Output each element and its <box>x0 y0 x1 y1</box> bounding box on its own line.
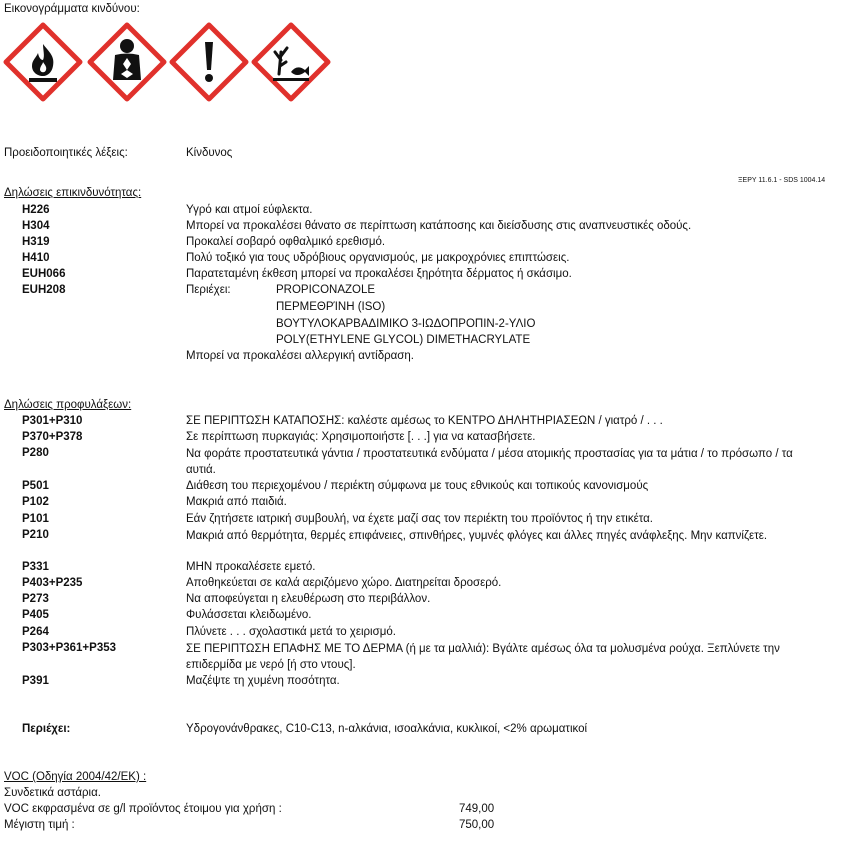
hazard-text: Παρατεταμένη έκθεση μπορεί να προκαλέσει ξηρότητα δέρματος ή σκάσιμο. <box>186 268 572 280</box>
exclamation-mark-icon <box>169 22 249 102</box>
precaution-text: Να αποφεύγεται η ελευθέρωση στο περιβάλλον. <box>186 593 431 605</box>
environment-icon <box>251 22 331 102</box>
precaution-text: Εάν ζητήσετε ιατρική συμβουλή, να έχετε μαζί σας τον περιέκτη του προϊόντος ή την ετικέτα. <box>186 513 653 525</box>
precaution-text: Μακριά από παιδιά. <box>186 496 287 508</box>
contains-value: Υδρογονάνθρακες, C10-C13, n-αλκάνια, ισοαλκάνια, κυκλικοί, <2% αρωματικοί <box>186 723 588 735</box>
precaution-text: Φυλάσσεται κλειδωμένο. <box>186 609 312 621</box>
precaution-text: ΜΗΝ προκαλέσετε εμετό. <box>186 561 316 573</box>
precaution-code: P264 <box>22 626 49 638</box>
hazard-code: H226 <box>22 204 50 216</box>
precaution-code: P331 <box>22 561 49 573</box>
precaution-code: P370+P378 <box>22 431 83 443</box>
precaution-code: P391 <box>22 675 49 687</box>
precaution-code: P101 <box>22 513 49 525</box>
precaution-text: Αποθηκεύεται σε καλά αεριζόμενο χώρο. Διατηρείται δροσερό. <box>186 577 502 589</box>
precaution-text: ΣΕ ΠΕΡΙΠΤΩΣΗ ΕΠΑΦΗΣ ΜΕ ΤΟ ΔΕΡΜΑ (ή με τα μαλλιά): Βγάλτε αμέσως όλα τα μολυσμένα ρούχα. Ξεπλύνετε την επιδερμίδα με νερό [ή στο ντους]. <box>186 643 780 671</box>
precaution-text: Μακριά από θερμότητα, θερμές επιφάνειες, σπινθήρες, γυμνές φλόγες και άλλες πηγές ανάφλεξης. Μην καπνίζετε. <box>186 530 768 542</box>
document-reference: ΞΕΡΥ 11.6.1 - SDS 1004.14 <box>738 177 826 184</box>
precaution-text: ΣΕ ΠΕΡΙΠΤΩΣΗ ΚΑΤΑΠΟΣΗΣ: καλέστε αμέσως το ΚΕΝΤΡΟ ΔΗΛΗΤΗΡΙΑΣΕΩΝ / γιατρό / . . . <box>186 415 663 427</box>
precaution-code: P501 <box>22 480 49 492</box>
health-hazard-icon <box>87 22 167 102</box>
contains-label: Περιέχει: <box>22 723 71 735</box>
precaution-code: P405 <box>22 609 49 621</box>
contained-substance: PROPICONAZOLE <box>276 284 376 296</box>
hazard-text: Πολύ τοξικό για τους υδρόβιους οργανισμούς, με μακροχρόνιες επιπτώσεις. <box>186 252 570 264</box>
contained-substance: ΠΕΡΜΕΘΡΊΝΗ (ISO) <box>276 301 386 313</box>
voc-row-label: Μέγιστη τιμή : <box>4 819 75 831</box>
voc-title: VOC (Οδηγία 2004/42/ΕΚ) : <box>4 771 147 783</box>
hazard-code: H319 <box>22 236 50 248</box>
hazard-code: H304 <box>22 220 50 232</box>
precaution-statements-title: Δηλώσεις προφυλάξεων: <box>4 399 132 411</box>
hazard-text: Περιέχει: <box>186 284 231 296</box>
contained-substance: ΒΟΥΤΥΛΟΚΑΡΒΑΔΙΜΙΚΟ 3-ΙΩΔΟΠΡΟΠΙΝ-2-ΥΛΙΟ <box>276 318 536 330</box>
precaution-text: Πλύνετε . . . σχολαστικά μετά το χειρισμό. <box>186 626 396 638</box>
voc-row-value: 750,00 <box>459 819 495 831</box>
precaution-code: P210 <box>22 529 49 541</box>
voc-row-value: 749,00 <box>459 803 495 815</box>
precaution-code: P403+P235 <box>22 577 83 589</box>
precaution-text: Διάθεση του περιεχομένου / περιέκτη σύμφωνα με τους εθνικούς και τοπικούς κανονισμούς <box>186 480 649 492</box>
precaution-text: Να φοράτε προστατευτικά γάντια / προστατευτικά ενδύματα / μέσα ατομικής προστασίας για τα μάτια / το πρόσωπο / τα αυτιά. <box>186 448 793 476</box>
signal-word-label: Προειδοποιητικές λέξεις: <box>4 147 128 159</box>
precaution-text: Σε περίπτωση πυρκαγιάς: Χρησιμοποιήστε [. . .] για να κατασβήσετε. <box>186 431 536 443</box>
precaution-text: Μαζέψτε τη χυμένη ποσότητα. <box>186 675 340 687</box>
precaution-code: P301+P310 <box>22 415 83 427</box>
hazard-code: H410 <box>22 252 50 264</box>
precaution-code: P280 <box>22 447 49 459</box>
pictograms-title: Εικονογράμματα κινδύνου: <box>4 3 140 15</box>
hazard-text: Προκαλεί σοβαρό οφθαλμικό ερεθισμό. <box>186 236 386 248</box>
hazard-text: Υγρό και ατμοί εύφλεκτα. <box>186 204 313 216</box>
signal-word-value: Κίνδυνος <box>186 147 233 159</box>
voc-row-label: VOC εκφρασμένα σε g/l προϊόντος έτοιμου για χρήση : <box>4 803 282 815</box>
hazard-code: EUH208 <box>22 284 66 296</box>
precaution-code: P303+P361+P353 <box>22 642 117 654</box>
precaution-code: P273 <box>22 593 49 605</box>
contained-substance: POLY(ETHYLENE GLYCOL) DIMETHACRYLATE <box>276 334 531 346</box>
flame-icon <box>3 22 83 102</box>
voc-subtitle: Συνδετικά αστάρια. <box>4 787 101 799</box>
hazard-code: EUH066 <box>22 268 66 280</box>
allergy-note: Μπορεί να προκαλέσει αλλεργική αντίδραση. <box>186 350 414 362</box>
precaution-code: P102 <box>22 496 49 508</box>
hazard-text: Μπορεί να προκαλέσει θάνατο σε περίπτωση κατάποσης και διείσδυσης στις αναπνευστικές οδούς. <box>186 220 692 232</box>
hazard-statements-title: Δηλώσεις επικινδυνότητας: <box>4 187 142 199</box>
